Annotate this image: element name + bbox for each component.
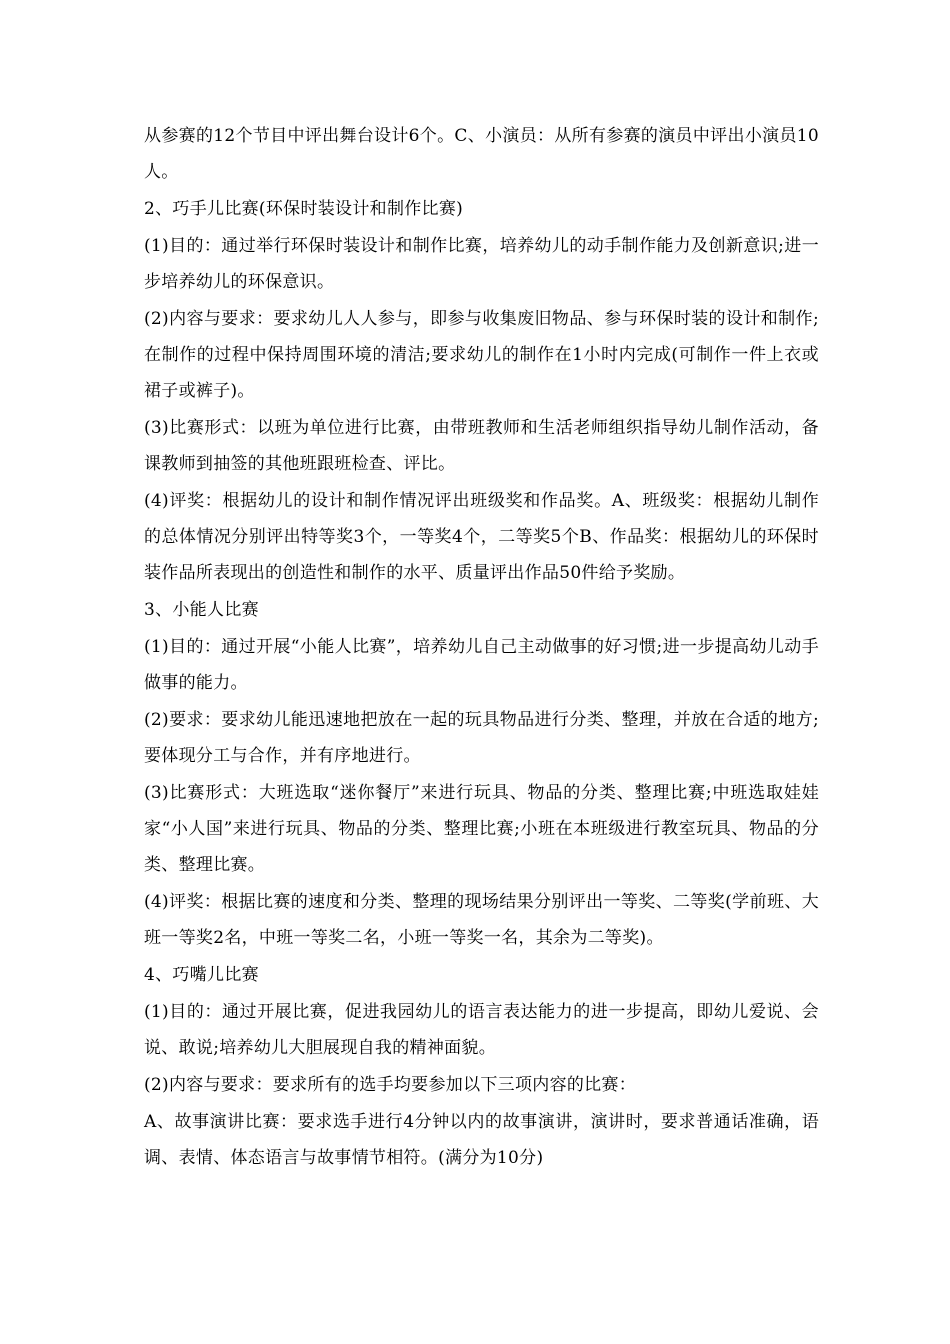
heading-handcraft-contest: 2、巧手儿比赛(环保时装设计和制作比赛) bbox=[144, 199, 464, 219]
paragraph-capable-awards: (4)评奖：根据比赛的速度和分类、整理的现场结果分别评出一等奖、二等奖(学前班、大班一等奖2名，中班一等奖二名，小班一等奖一名，其余为二等奖)。 bbox=[144, 892, 819, 948]
paragraph-speech-requirements: (2)内容与要求：要求所有的选手均要参加以下三项内容的比赛： bbox=[144, 1075, 637, 1095]
paragraph-stage-design-awards: 从参赛的12个节目中评出舞台设计6个。C、小演员：从所有参赛的演员中评出小演员10人。 bbox=[144, 126, 819, 182]
paragraph-capable-format: (3)比赛形式：大班选取“迷你餐厅”来进行玩具、物品的分类、整理比赛;中班选取娃娃家“小人国”来进行玩具、物品的分类、整理比赛;小班在本班级进行教室玩具、物品的分类、整理比赛。 bbox=[144, 783, 819, 875]
heading-capable-kids-contest: 3、小能人比赛 bbox=[144, 600, 259, 620]
document-body bbox=[144, 118, 819, 1177]
paragraph-capable-requirements: (2)要求：要求幼儿能迅速地把放在一起的玩具物品进行分类、整理，并放在合适的地方;要体现分工与合作，并有序地进行。 bbox=[144, 710, 819, 766]
paragraph-story-speech: A、故事演讲比赛：要求选手进行4分钟以内的故事演讲，演讲时，要求普通话准确，语调、表情、体态语言与故事情节相符。(满分为10分) bbox=[144, 1112, 819, 1168]
paragraph-handcraft-purpose: (1)目的：通过举行环保时装设计和制作比赛，培养幼儿的动手制作能力及创新意识;进一步培养幼儿的环保意识。 bbox=[144, 236, 819, 292]
paragraph-capable-purpose: (1)目的：通过开展“小能人比赛”，培养幼儿自己主动做事的好习惯;进一步提高幼儿动手做事的能力。 bbox=[144, 637, 819, 693]
paragraph-handcraft-format: (3)比赛形式：以班为单位进行比赛，由带班教师和生活老师组织指导幼儿制作活动，备课教师到抽签的其他班跟班检查、评比。 bbox=[144, 418, 819, 474]
paragraph-speech-purpose: (1)目的：通过开展比赛，促进我园幼儿的语言表达能力的进一步提高，即幼儿爱说、会说、敢说;培养幼儿大胆展现自我的精神面貌。 bbox=[144, 1002, 819, 1058]
heading-speech-contest: 4、巧嘴儿比赛 bbox=[144, 965, 259, 985]
paragraph-handcraft-awards: (4)评奖：根据幼儿的设计和制作情况评出班级奖和作品奖。A、班级奖：根据幼儿制作的总体情况分别评出特等奖3个，一等奖4个，二等奖5个B、作品奖：根据幼儿的环保时装作品所表现出的创造性和制作的水平、质量评出作品50件给予奖励。 bbox=[144, 491, 819, 583]
paragraph-handcraft-requirements: (2)内容与要求：要求幼儿人人参与，即参与收集废旧物品、参与环保时装的设计和制作;在制作的过程中保持周围环境的清洁;要求幼儿的制作在1小时内完成(可制作一件上衣或裙子或裤子)。 bbox=[144, 309, 819, 401]
